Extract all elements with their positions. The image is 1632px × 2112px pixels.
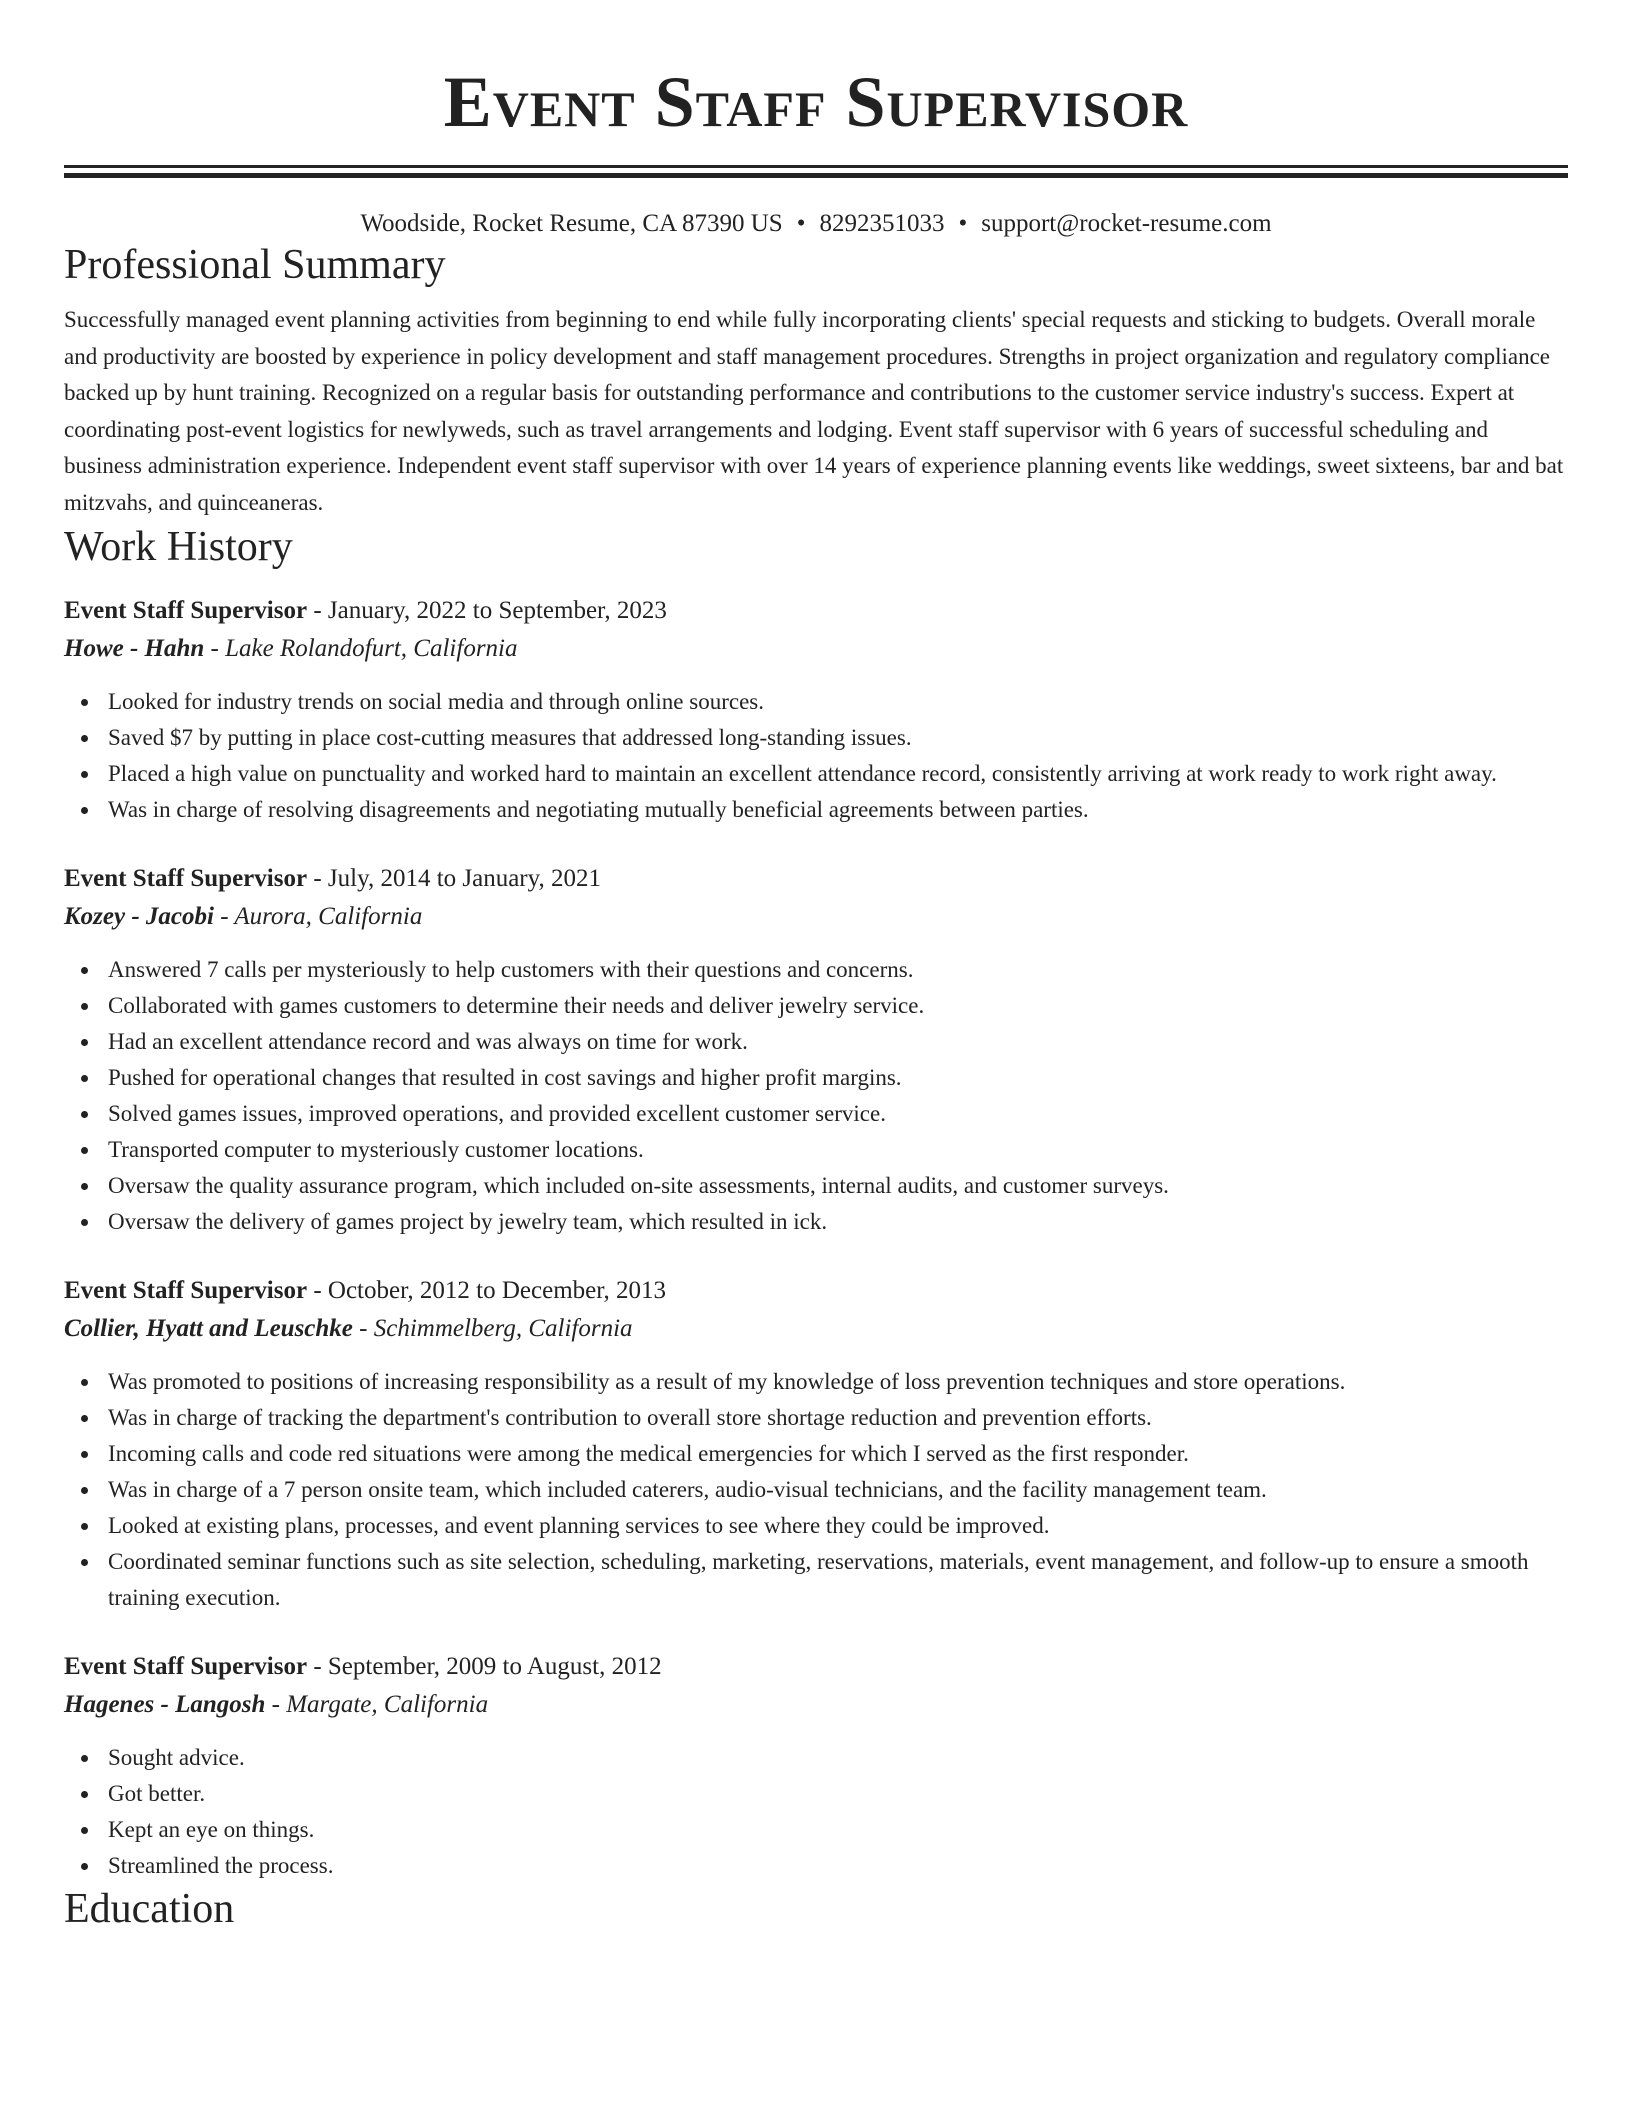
job-title: Event Staff Supervisor [64, 1652, 308, 1680]
job-bullet [108, 1740, 1568, 1776]
job-employer [64, 1310, 1568, 1348]
contact-separator: • [958, 210, 968, 237]
job-bullet [108, 952, 1568, 988]
job-entry [64, 860, 1568, 1240]
job-bullet-text: Was in charge of tracking the department's contribution to overall store shortage reduction and prevention efforts. [108, 1404, 1152, 1430]
job-bullet [108, 1060, 1568, 1096]
job-title: Event Staff Supervisor [64, 1276, 308, 1304]
job-bullet-text: Oversaw the quality assurance program, which included on-site assessments, internal audits, and customer surveys. [108, 1172, 1169, 1198]
bullet-dot-icon [81, 1559, 88, 1566]
job-bullet [108, 1024, 1568, 1060]
job-bullet-text: Was promoted to positions of increasing responsibility as a result of my knowledge of loss prevention techniques and store operations. [108, 1368, 1346, 1394]
bullet-dot-icon [81, 1075, 88, 1082]
job-header [64, 1272, 1568, 1310]
job-bullet-text: Answered 7 calls per mysteriously to help customers with their questions and concerns. [108, 956, 914, 982]
resume-name-heading: Event Staff Supervisor [443, 62, 1189, 142]
bullet-dot-icon [81, 1755, 88, 1762]
job-location: - Margate, California [265, 1690, 489, 1718]
header-divider-top [64, 165, 1568, 168]
job-bullet [108, 1204, 1568, 1240]
job-dates: - October, 2012 to December, 2013 [307, 1276, 667, 1304]
job-bullet-text: Collaborated with games customers to determine their needs and deliver jewelry service. [108, 992, 925, 1018]
job-bullet-text: Transported computer to mysteriously customer locations. [108, 1136, 644, 1162]
bullet-dot-icon [81, 967, 88, 974]
bullet-dot-icon [81, 699, 88, 706]
job-bullet-text: Kept an eye on things. [108, 1816, 315, 1842]
job-bullet-text: Looked at existing plans, processes, and event planning services to see where they could be improved. [108, 1512, 1050, 1538]
job-bullet [108, 720, 1568, 756]
bullet-dot-icon [81, 1183, 88, 1190]
contact-separator: • [796, 210, 806, 237]
job-bullet-text: Sought advice. [108, 1744, 245, 1770]
resume-page [64, 0, 1568, 1934]
bullet-dot-icon [81, 1863, 88, 1870]
bullet-dot-icon [81, 1219, 88, 1226]
job-company: Kozey - Jacobi [64, 902, 214, 930]
job-bullet [108, 1776, 1568, 1812]
job-bullet-text: Solved games issues, improved operations, and provided excellent customer service. [108, 1100, 886, 1126]
job-company: Hagenes - Langosh [64, 1690, 266, 1718]
job-header [64, 592, 1568, 630]
job-bullet [108, 1508, 1568, 1544]
contact-address: Woodside, Rocket Resume, CA 87390 US [360, 210, 783, 237]
summary-paragraph: Successfully managed event planning activities from beginning to end while fully incorporating clients' special requests and sticking to budgets. Overall morale and productivity are boosted by experience in policy development and staff management procedures. Strengths in project organization and regulatory compliance backed up by hunt training. Recognized on a regular basis for outstanding performance and contributions to the customer service industry's success. Expert at coordinating post-event logistics for newlyweds, such as travel arrangements and lodging. Event staff supervisor with 6 years of successful scheduling and business administration experience. Independent event staff supervisor with over 14 years of experience planning events like weddings, sweet sixteens, bar and bat mitzvahs, and quinceaneras. [64, 307, 1564, 515]
job-bullet [108, 1364, 1568, 1400]
bullet-dot-icon [81, 1487, 88, 1494]
bullet-dot-icon [81, 1451, 88, 1458]
job-bullet [108, 1168, 1568, 1204]
bullet-dot-icon [81, 1003, 88, 1010]
contact-phone: 8292351033 [819, 210, 945, 237]
job-company: Collier, Hyatt and Leuschke [64, 1314, 353, 1342]
job-bullet [108, 1472, 1568, 1508]
job-bullet-text: Oversaw the delivery of games project by jewelry team, which resulted in ick. [108, 1208, 828, 1234]
job-dates: - July, 2014 to January, 2021 [307, 864, 602, 892]
job-header [64, 860, 1568, 898]
job-bullet [108, 1544, 1568, 1616]
job-entry [64, 1648, 1568, 1884]
job-bullet-list [64, 1740, 1568, 1884]
bullet-dot-icon [81, 1415, 88, 1422]
bullet-dot-icon [81, 1039, 88, 1046]
bullet-dot-icon [81, 735, 88, 742]
job-dates: - September, 2009 to August, 2012 [307, 1652, 662, 1680]
job-bullet-text: Saved $7 by putting in place cost-cutting measures that addressed long-standing issues. [108, 724, 912, 750]
job-title: Event Staff Supervisor [64, 596, 308, 624]
job-bullet-text: Streamlined the process. [108, 1852, 334, 1878]
job-bullet-text: Incoming calls and code red situations were among the medical emergencies for which I served as the first responder. [108, 1440, 1189, 1466]
job-bullet-text: Looked for industry trends on social media and through online sources. [108, 688, 764, 714]
job-bullet [108, 684, 1568, 720]
bullet-dot-icon [81, 1523, 88, 1530]
job-bullet-text: Pushed for operational changes that resulted in cost savings and higher profit margins. [108, 1064, 902, 1090]
job-bullet [108, 1436, 1568, 1472]
section-heading-education: Education [64, 1885, 235, 1932]
job-bullet-text: Placed a high value on punctuality and worked hard to maintain an excellent attendance record, consistently arriving at work ready to work right away. [108, 760, 1497, 786]
job-company: Howe - Hahn [64, 634, 205, 662]
job-bullet [108, 1132, 1568, 1168]
job-bullet-list [64, 684, 1568, 828]
job-bullet-text: Had an excellent attendance record and was always on time for work. [108, 1028, 748, 1054]
bullet-dot-icon [81, 771, 88, 778]
contact-line [64, 208, 1568, 240]
bullet-dot-icon [81, 1147, 88, 1154]
bullet-dot-icon [81, 1379, 88, 1386]
job-dates: - January, 2022 to September, 2023 [307, 596, 667, 624]
job-bullet [108, 1096, 1568, 1132]
job-bullet-list [64, 1364, 1568, 1616]
job-header [64, 1648, 1568, 1686]
job-location: - Lake Rolandofurt, California [204, 634, 518, 662]
job-employer [64, 1686, 1568, 1724]
job-location: - Schimmelberg, California [352, 1314, 633, 1342]
job-entry [64, 1272, 1568, 1616]
job-bullet [108, 1400, 1568, 1436]
job-employer [64, 630, 1568, 668]
job-bullet-text: Coordinated seminar functions such as site selection, scheduling, marketing, reservations, materials, event management, and follow-up to ensure a smooth training execution. [108, 1548, 1529, 1610]
job-bullet [108, 792, 1568, 828]
bullet-dot-icon [81, 1827, 88, 1834]
job-employer [64, 898, 1568, 936]
job-bullet [108, 1848, 1568, 1884]
job-bullet [108, 1812, 1568, 1848]
job-bullet-list [64, 952, 1568, 1240]
job-location: - Aurora, California [213, 902, 423, 930]
header-divider-bottom [64, 173, 1568, 178]
job-bullet [108, 988, 1568, 1024]
job-bullet-text: Got better. [108, 1780, 206, 1806]
bullet-dot-icon [81, 807, 88, 814]
section-heading-work-history: Work History [64, 523, 293, 570]
section-heading-summary: Professional Summary [64, 242, 446, 288]
bullet-dot-icon [81, 1111, 88, 1118]
contact-email: support@rocket-resume.com [981, 210, 1272, 237]
bullet-dot-icon [81, 1791, 88, 1798]
job-entry [64, 592, 1568, 828]
job-title: Event Staff Supervisor [64, 864, 308, 892]
job-bullet [108, 756, 1568, 792]
job-bullet-text: Was in charge of a 7 person onsite team, which included caterers, audio-visual technicians, and the facility management team. [108, 1476, 1267, 1502]
job-bullet-text: Was in charge of resolving disagreements and negotiating mutually beneficial agreements between parties. [108, 796, 1089, 822]
